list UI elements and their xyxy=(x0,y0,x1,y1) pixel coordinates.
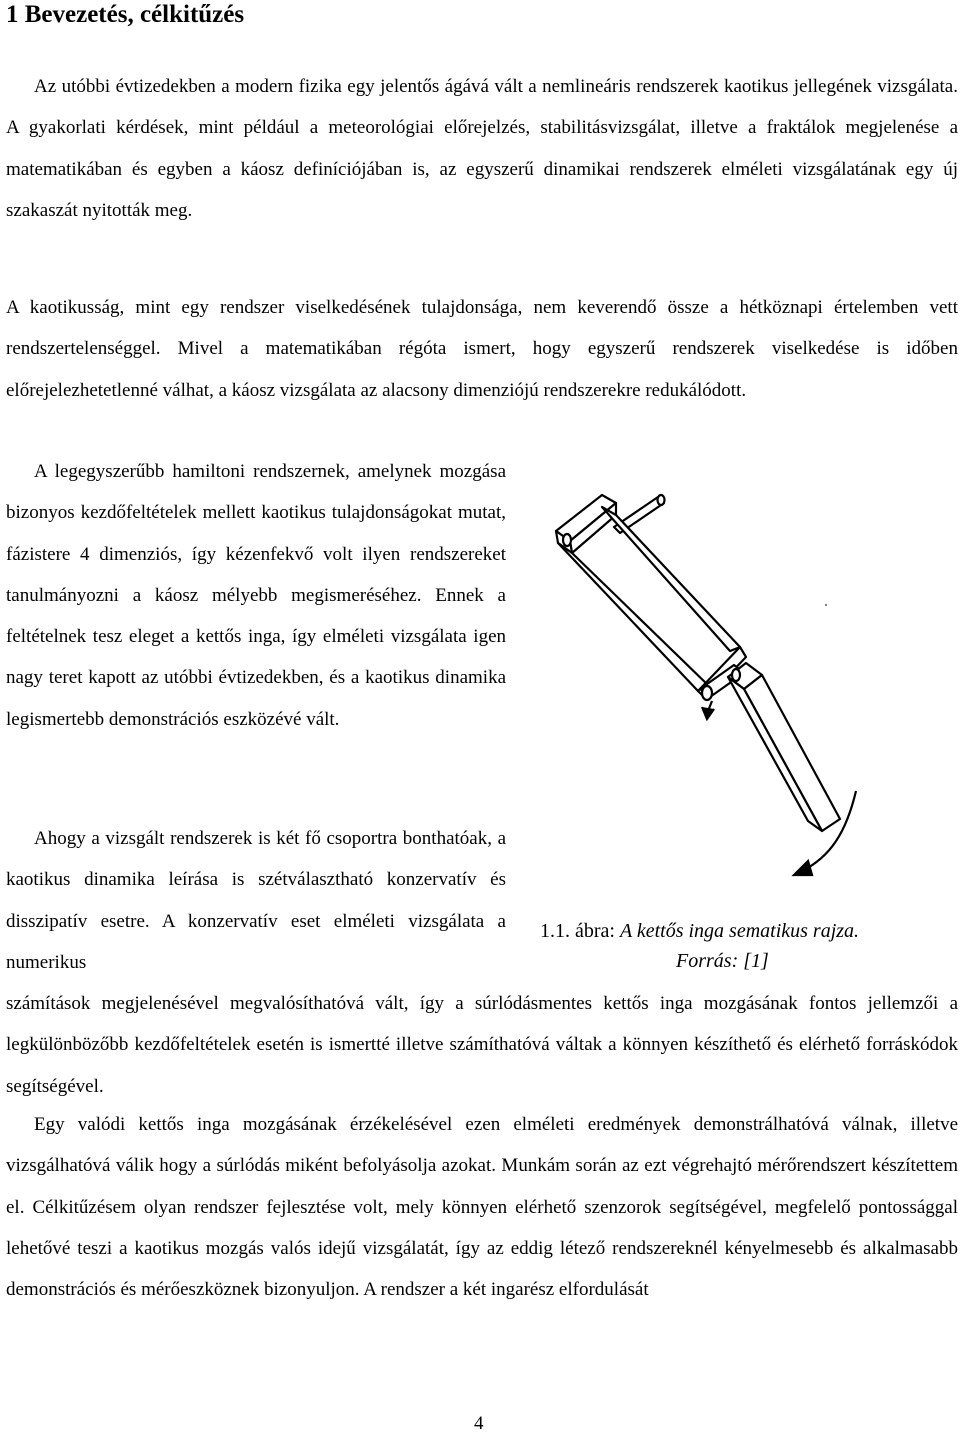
paragraph-2 xyxy=(6,287,958,411)
page-number: 4 xyxy=(474,1413,484,1434)
section-heading: 1 Bevezetés, célkitűzés xyxy=(6,1,245,28)
paragraph-1-text: Az utóbbi évtizedekben a modern fizika egy jelentős ágává vált a nemlineáris rendszerek kaotikus jellegének vizsgálata. A gyakorlati kérdések, mint például a meteorológiai előrejelzés, stabilitásvizsgálat, illetve a fraktálok megjelenése a matematikában és egyben a káosz definíciójában is, az egyszerű dinamikai rendszerek elméleti vizsgálatának egy új szakaszát nyitották meg. xyxy=(6,76,958,221)
paragraph-2-text: A kaotikusság, mint egy rendszer viselkedésének tulajdonsága, nem keverendő össze a hétköznapi értelemben vett rendszertelenséggel. Mivel a matematikában régóta ismert, hogy egyszerű rendszerek viselkedése is időben előrejelezhetetlenné válhat, a káosz vizsgálata az alacsony dimenziójú rendszerekre redukálódott. xyxy=(6,297,958,401)
paragraph-4-column xyxy=(6,818,506,983)
paragraph-3 xyxy=(6,451,506,740)
paragraph-4-column-text: Ahogy a vizsgált rendszerek is két fő csoportra bonthatóak, a kaotikus dinamika leírása is szétválasztható konzervatív és disszipatív esetre. A konzervatív eset elméleti vizsgálata a numerikus xyxy=(6,828,506,973)
paragraph-5 xyxy=(6,1104,958,1310)
upper-rotation-arrow xyxy=(702,701,714,719)
double-pendulum-figure xyxy=(540,485,870,885)
paragraph-1 xyxy=(6,66,958,231)
speck xyxy=(825,604,827,606)
figure-source: Forrás: [1] xyxy=(676,950,769,972)
upper-arm xyxy=(556,495,746,699)
paragraph-4-full-text: számítások megjelenésével megvalósíthatóvá vált, így a súrlódásmentes kettős inga mozgásának fontos jellemzői a legkülönbözőbb kezdőfeltételek esetén is ismertté illetve számíthatóvá váltak a könnyen készíthető és elérhető forráskódok segítségével. xyxy=(6,993,958,1097)
figure-title: A kettős inga sematikus rajza. xyxy=(619,920,860,942)
figure-caption xyxy=(540,916,940,976)
paragraph-4-full xyxy=(6,983,958,1107)
figure-number: 1.1. ábra: xyxy=(540,920,615,942)
paragraph-3-text: A legegyszerűbb hamiltoni rendszernek, amelynek mozgása bizonyos kezdőfeltételek mellett kaotikus tulajdonságokat mutat, fázistere 4 dimenziós, így kézenfekvő volt ilyen rendszereket tanulmányozni a káosz mélyebb megismeréséhez. Ennek a feltételnek tesz eleget a kettős inga, így elméleti vizsgálata igen nagy teret kapott az utóbbi évtizedekben, és a kaotikus dinamika legismertebb demonstrációs eszközévé vált. xyxy=(6,461,506,730)
paragraph-5-text: Egy valódi kettős inga mozgásának érzékelésével ezen elméleti eredmények demonstrálhatóvá válnak, illetve vizsgálhatóvá válik hogy a súrlódás miként befolyásolja azokat. Munkám során az ezt végrehajtó mérőrendszert készítettem el. Célkitűzésem olyan rendszer fejlesztése volt, mely könnyen elérhető szenzorok segítségével, megfelelő pontossággal lehetővé teszi a kaotikus mozgás valós idejű vizsgálatát, így az eddig létező rendszereknél kényelmesebb és alkalmasabb demonstrációs és mérőeszköznek bizonyuljon. A rendszer a két ingarész elfordulását xyxy=(6,1114,958,1301)
lower-arm xyxy=(728,663,840,831)
